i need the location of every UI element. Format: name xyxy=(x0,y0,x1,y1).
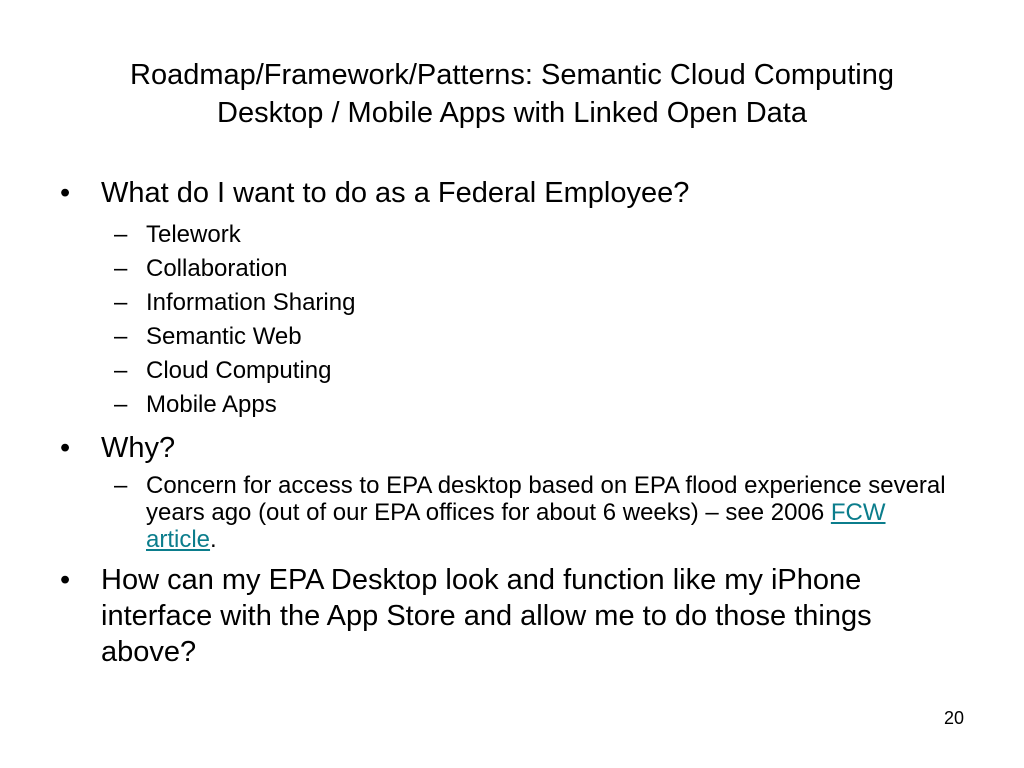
sub-item-cloud-computing xyxy=(0,354,1024,388)
bullet-text: How can my EPA Desktop look and function like my iPhone interface with the App Store and allow me to do those things above? xyxy=(101,564,872,668)
page-number: 20 xyxy=(943,708,964,728)
dash-icon: – xyxy=(114,391,128,418)
slide-title xyxy=(40,56,984,132)
bullet-text: What do I want to do as a Federal Employee? xyxy=(101,177,690,209)
slide-title-line-2: Desktop / Mobile Apps with Linked Open Data xyxy=(217,97,807,129)
bullet-item-why xyxy=(0,431,1024,466)
sub-item-information-sharing xyxy=(0,286,1024,320)
sub-item-text-after-link: . xyxy=(210,526,217,553)
bullet-icon: • xyxy=(60,564,71,596)
sub-item-epa-flood-concern xyxy=(0,470,1024,553)
dash-icon: – xyxy=(114,221,128,248)
bullet-item-federal-employee xyxy=(0,176,1024,211)
dash-icon: – xyxy=(114,472,128,499)
bullet-icon: • xyxy=(60,177,71,209)
dash-icon: – xyxy=(114,323,128,350)
dash-icon: – xyxy=(114,357,128,384)
sub-item-text: Cloud Computing xyxy=(146,357,332,384)
bullet-item-epa-desktop xyxy=(0,562,1024,670)
sub-item-text: Mobile Apps xyxy=(146,391,277,418)
sub-item-text-before-link: Concern for access to EPA desktop based on EPA flood experience several years ago (out of our EPA offices for about 6 weeks) – see 2006 xyxy=(146,472,946,526)
dash-icon: – xyxy=(114,289,128,316)
fcw-article-link[interactable]: FCW article xyxy=(146,499,886,553)
sub-item-text: Telework xyxy=(146,221,241,248)
sub-item-telework xyxy=(0,218,1024,252)
bullet-text: Why? xyxy=(101,432,176,464)
sub-item-collaboration xyxy=(0,252,1024,286)
sub-item-text: Semantic Web xyxy=(146,323,302,350)
dash-icon: – xyxy=(114,255,128,282)
sub-item-mobile-apps xyxy=(0,388,1024,422)
bullet-icon: • xyxy=(60,432,71,464)
slide-body xyxy=(0,176,1024,670)
sub-item-text: Collaboration xyxy=(146,255,288,282)
sub-item-text: Information Sharing xyxy=(146,289,356,316)
slide-title-line-1: Roadmap/Framework/Patterns: Semantic Cloud Computing xyxy=(130,59,894,91)
sub-item-semantic-web xyxy=(0,320,1024,354)
